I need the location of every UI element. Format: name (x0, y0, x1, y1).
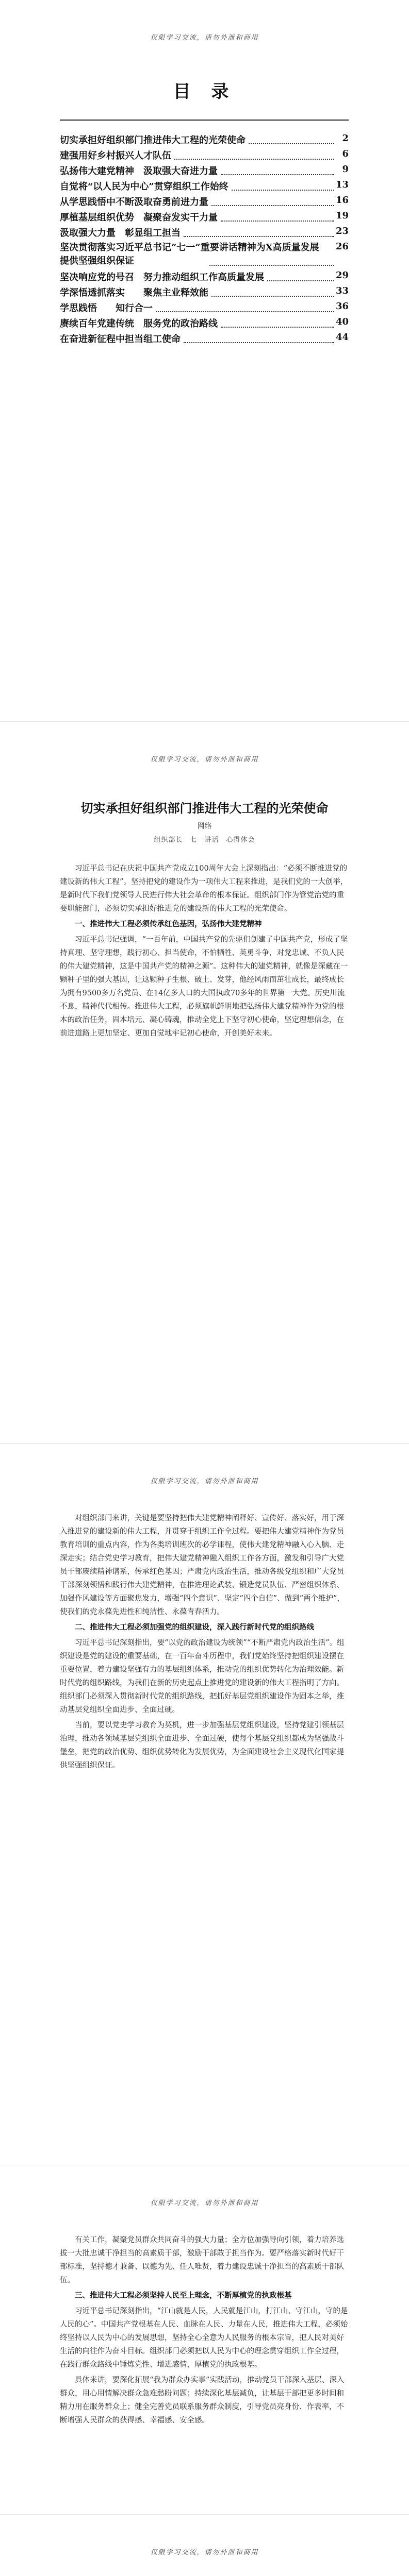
toc-item-title: 厚植基层组织优势 凝聚奋发实干力量 (60, 212, 218, 223)
page-2 (0, 722, 409, 1443)
toc-item-title: 在奋进新征程中担当组工使命 (60, 334, 181, 345)
toc-item-page: 23 (335, 226, 349, 236)
toc-item-title: 切实承担好组织部门推进伟大工程的光荣使命 (60, 135, 246, 146)
toc-item-page: 6 (342, 148, 349, 159)
toc-item-title: 弘扬伟大建党精神 汲取强大奋进力量 (60, 166, 218, 177)
toc-item-title: 建强用好乡村振兴人才队伍 (60, 150, 171, 161)
toc-item-page: 13 (335, 179, 349, 190)
header-note: 仅限学习交流，请勿外泄和商用 (150, 34, 259, 42)
page-3 (0, 1444, 409, 2165)
paragraph: 习近平总书记深刻指出，要“以党的政治建设为统领”“不断严肃党内政治生活”。组织建设是党的建设的重要基础，在一百年奋斗历程中，我们党始终坚持把组织建设摆在重要位置，着力建设坚强有力的基层组织体系，推动党的组织优势转化为治理效能。新时代党的组织路线，为我们在新的历史起点上推进党的建设新的伟大工程指明了方向。组织部门必须深入贯彻新时代党的组织路线，把抓好基层党组织建设作为固本之举，推动基层党组织全面进步、全面过硬。 (60, 1639, 345, 1714)
header-note: 仅限学习交流，请勿外泄和商用 (150, 2549, 259, 2556)
page-1 (0, 0, 409, 721)
toc-item-title: 学深悟透抓落实 聚焦主业释效能 (60, 287, 208, 298)
toc-item-page: 40 (335, 316, 349, 327)
article-title: 切实承担好组织部门推进伟大工程的光荣使命 (80, 801, 329, 816)
article-source: 网络 (197, 822, 212, 831)
toc-item-title: 赓续百年党建传统 服务党的政治路线 (60, 318, 218, 329)
toc-leader-dots (221, 221, 334, 222)
toc-item-page: 29 (335, 270, 349, 281)
toc-leader-dots (221, 174, 334, 175)
toc-item-title: 汲取强大力量 彰显组工担当 (60, 228, 181, 239)
toc-item[interactable] (60, 285, 349, 300)
paragraph: 习近平总书记在庆祝中国共产党成立100周年大会上深刻指出：“必须不断推进党的建设新的伟大工程”。坚持把党的建设作为一项伟大工程来推进，是我们党的一大创举，是新时代下我们党领导人民进行伟大社会革命的根本保证。组织部门作为管党治党的重要职能部门，必须切实承担好推进党的建设新的伟大工程的光荣使命。 (60, 865, 348, 913)
toc-item[interactable] (60, 332, 349, 346)
toc-item[interactable] (60, 195, 349, 209)
toc-leader-dots (211, 205, 334, 206)
header-note: 仅限学习交流，请勿外泄和商用 (150, 1478, 259, 1485)
toc-item-page: 36 (335, 301, 349, 312)
section-heading: 二、推进伟大工程必须加强党的组织建设，深入践行新时代党的组织路线 (75, 1623, 314, 1632)
toc-item-title: 坚决响应党的号召 努力推动组织工作高质量发展 (60, 272, 264, 283)
toc-leader-dots (221, 327, 334, 328)
paragraph: 习近平总书记强调，“一百年前，中国共产党的先驱们创建了中国共产党，形成了坚持真理、坚守理想，践行初心、担当使命，不怕牺牲、英勇斗争，对党忠诚、不负人民的伟大建党精神，这是中国共产党的精神之源”。这种伟大的建党精神，就像是深藏在一颗种子里的强大基因，让这颗种子生根、破土、发芽，他经风雨而茁壮成长，最终成长为拥有9500多万名党员、在14亿多人口的大国执政70多年的世界第一大党。历史川流不息，精神代代相传。推进伟大工程，必须旗帜鲜明地把弘扬伟大建党精神作为党的根本的政治任务，固本培元、凝心铸魂，推动全党上下坚守初心使命，坚定理想信念，在前进道路上更加坚定、更加自觉地牢记初心使命，开创美好未来。 (60, 936, 348, 1038)
toc-leader-dots (184, 342, 334, 343)
toc-item[interactable] (60, 164, 349, 178)
toc-leader-dots (184, 236, 334, 237)
toc-item-title: 从学思践悟中不断汲取奋勇前进力量 (60, 197, 208, 208)
toc-item-title: 自觉将“以人民为中心”贯穿组织工作始终 (60, 181, 228, 192)
toc-item[interactable] (60, 179, 349, 194)
toc-item[interactable] (60, 301, 349, 315)
toc-item-page: 9 (342, 164, 349, 175)
header-note: 仅限学习交流，请勿外泄和商用 (150, 2199, 259, 2207)
toc-item-page: 2 (342, 133, 349, 144)
toc-item-page: 19 (335, 210, 349, 221)
toc-item-page: 26 (335, 241, 349, 252)
article-byline: 组织部长 七一讲话 心得体会 (154, 836, 255, 844)
page-5 (0, 2515, 409, 2576)
toc-title: 目 录 (173, 81, 236, 102)
toc-leader-dots (267, 280, 334, 281)
toc-item-title: 学思践悟 知行合一 (60, 303, 153, 314)
toc-divider (60, 120, 349, 121)
paragraph: 习近平总书记深刻指出，“江山就是人民，人民就是江山，打江山、守江山，守的是人民的心”。中国共产党根基在人民、血脉在人民、力量在人民，推进伟大工程，必须始终坚持以人民为中心的发展思想，坚持全心全意为人民服务的根本宗旨，把人民对美好生活的向往作为奋斗目标。组织部门必须把以人民为中心的理念贯穿组织工作全过程，在践行群众路线中锤炼党性、增进感情，厚植党的执政根基。 (60, 2307, 348, 2369)
paragraph: 具体来讲，要深化拓展“我为群众办实事”实践活动，推动党员干部深入基层、深入群众，用心用情解决群众急难愁盼问题；持续深化基层减负，让基层干部把更多时间和精力用在服务群众上；健全完善党员联系服务群众制度，引导党员亮身份、作表率，不断增强人民群众的获得感、幸福感、安全感。 (60, 2376, 345, 2425)
toc-item[interactable] (60, 133, 349, 147)
toc-item[interactable] (60, 316, 349, 331)
section-heading: 一、推进伟大工程必须传承红色基因，弘扬伟大建党精神 (75, 920, 262, 928)
paragraph: 对组织部门来讲，关键是要坚持把伟大建党精神阐释好、宣传好、落实好，用于深入推进党的建设新的伟大工程，并贯穿于组织工作全过程。要把伟大建党精神作为党员教育培训的重点内容，作为各类培训班次的必学课程，使伟大建党精神融入心入脑、走深走实；结合党史学习教育，把伟大建党精神融入组织工作各方面，激发和引导广大党员干部赓续精神谱系，传承红色基因；严肃党内政治生活，推动各级党组织和广大党员干部深刻领悟和践行伟大建党精神，在推进理论武装、锻造党员队伍、严密组织体系、加强作风建设等方面聚焦发力，增强“四个意识”、坚定“四个自信”、做到“两个维护”，使我们的党永葆先进性和纯洁性、永葆青春活力。 (60, 1514, 345, 1616)
toc-leader-dots (209, 265, 334, 266)
section-heading: 三、推进伟大工程必须坚持人民至上理念，不断厚植党的执政根基 (75, 2291, 292, 2300)
toc-leader-dots (249, 143, 334, 144)
toc-item-title: 坚决贯彻落实习近平总书记“七一”重要讲话精神为X高质量发展提供坚强组织保证 (60, 242, 319, 266)
toc-leader-dots (211, 296, 334, 297)
paragraph: 有关工作，凝聚党员群众共同奋斗的强大力量；全方位加强导向引领，着力培养选拔一大批忠诚干净担当的高素质干部，激励干部敢于担当作为。要严格落实新时代好干部标准，坚持德才兼备、以德为先、任人唯贤，着力建设忠诚干净担当的高素质干部队伍。 (60, 2236, 344, 2284)
toc-item[interactable] (60, 210, 349, 225)
toc-leader-dots (174, 159, 334, 160)
toc-item[interactable] (60, 148, 349, 163)
toc-item-page: 33 (335, 285, 349, 296)
header-note: 仅限学习交流，请勿外泄和商用 (150, 756, 259, 764)
toc-leader-dots (232, 190, 334, 191)
toc-item[interactable] (60, 270, 349, 284)
toc-item[interactable] (60, 241, 349, 269)
toc-item[interactable] (60, 226, 349, 240)
toc-item-page: 44 (335, 332, 349, 343)
toc-item-page: 16 (335, 195, 349, 206)
toc-leader-dots (156, 311, 334, 312)
paragraph: 当前，要以党史学习教育为契机，进一步加强基层党组织建设，坚持党建引领基层治理，推动各领域基层党组织全面进步、全面过硬，使每个基层党组织都成为坚强战斗堡垒，把党的政治优势、组织优势转化为发展优势，为全面建设社会主义现代化国家提供坚强组织保证。 (60, 1721, 344, 1770)
